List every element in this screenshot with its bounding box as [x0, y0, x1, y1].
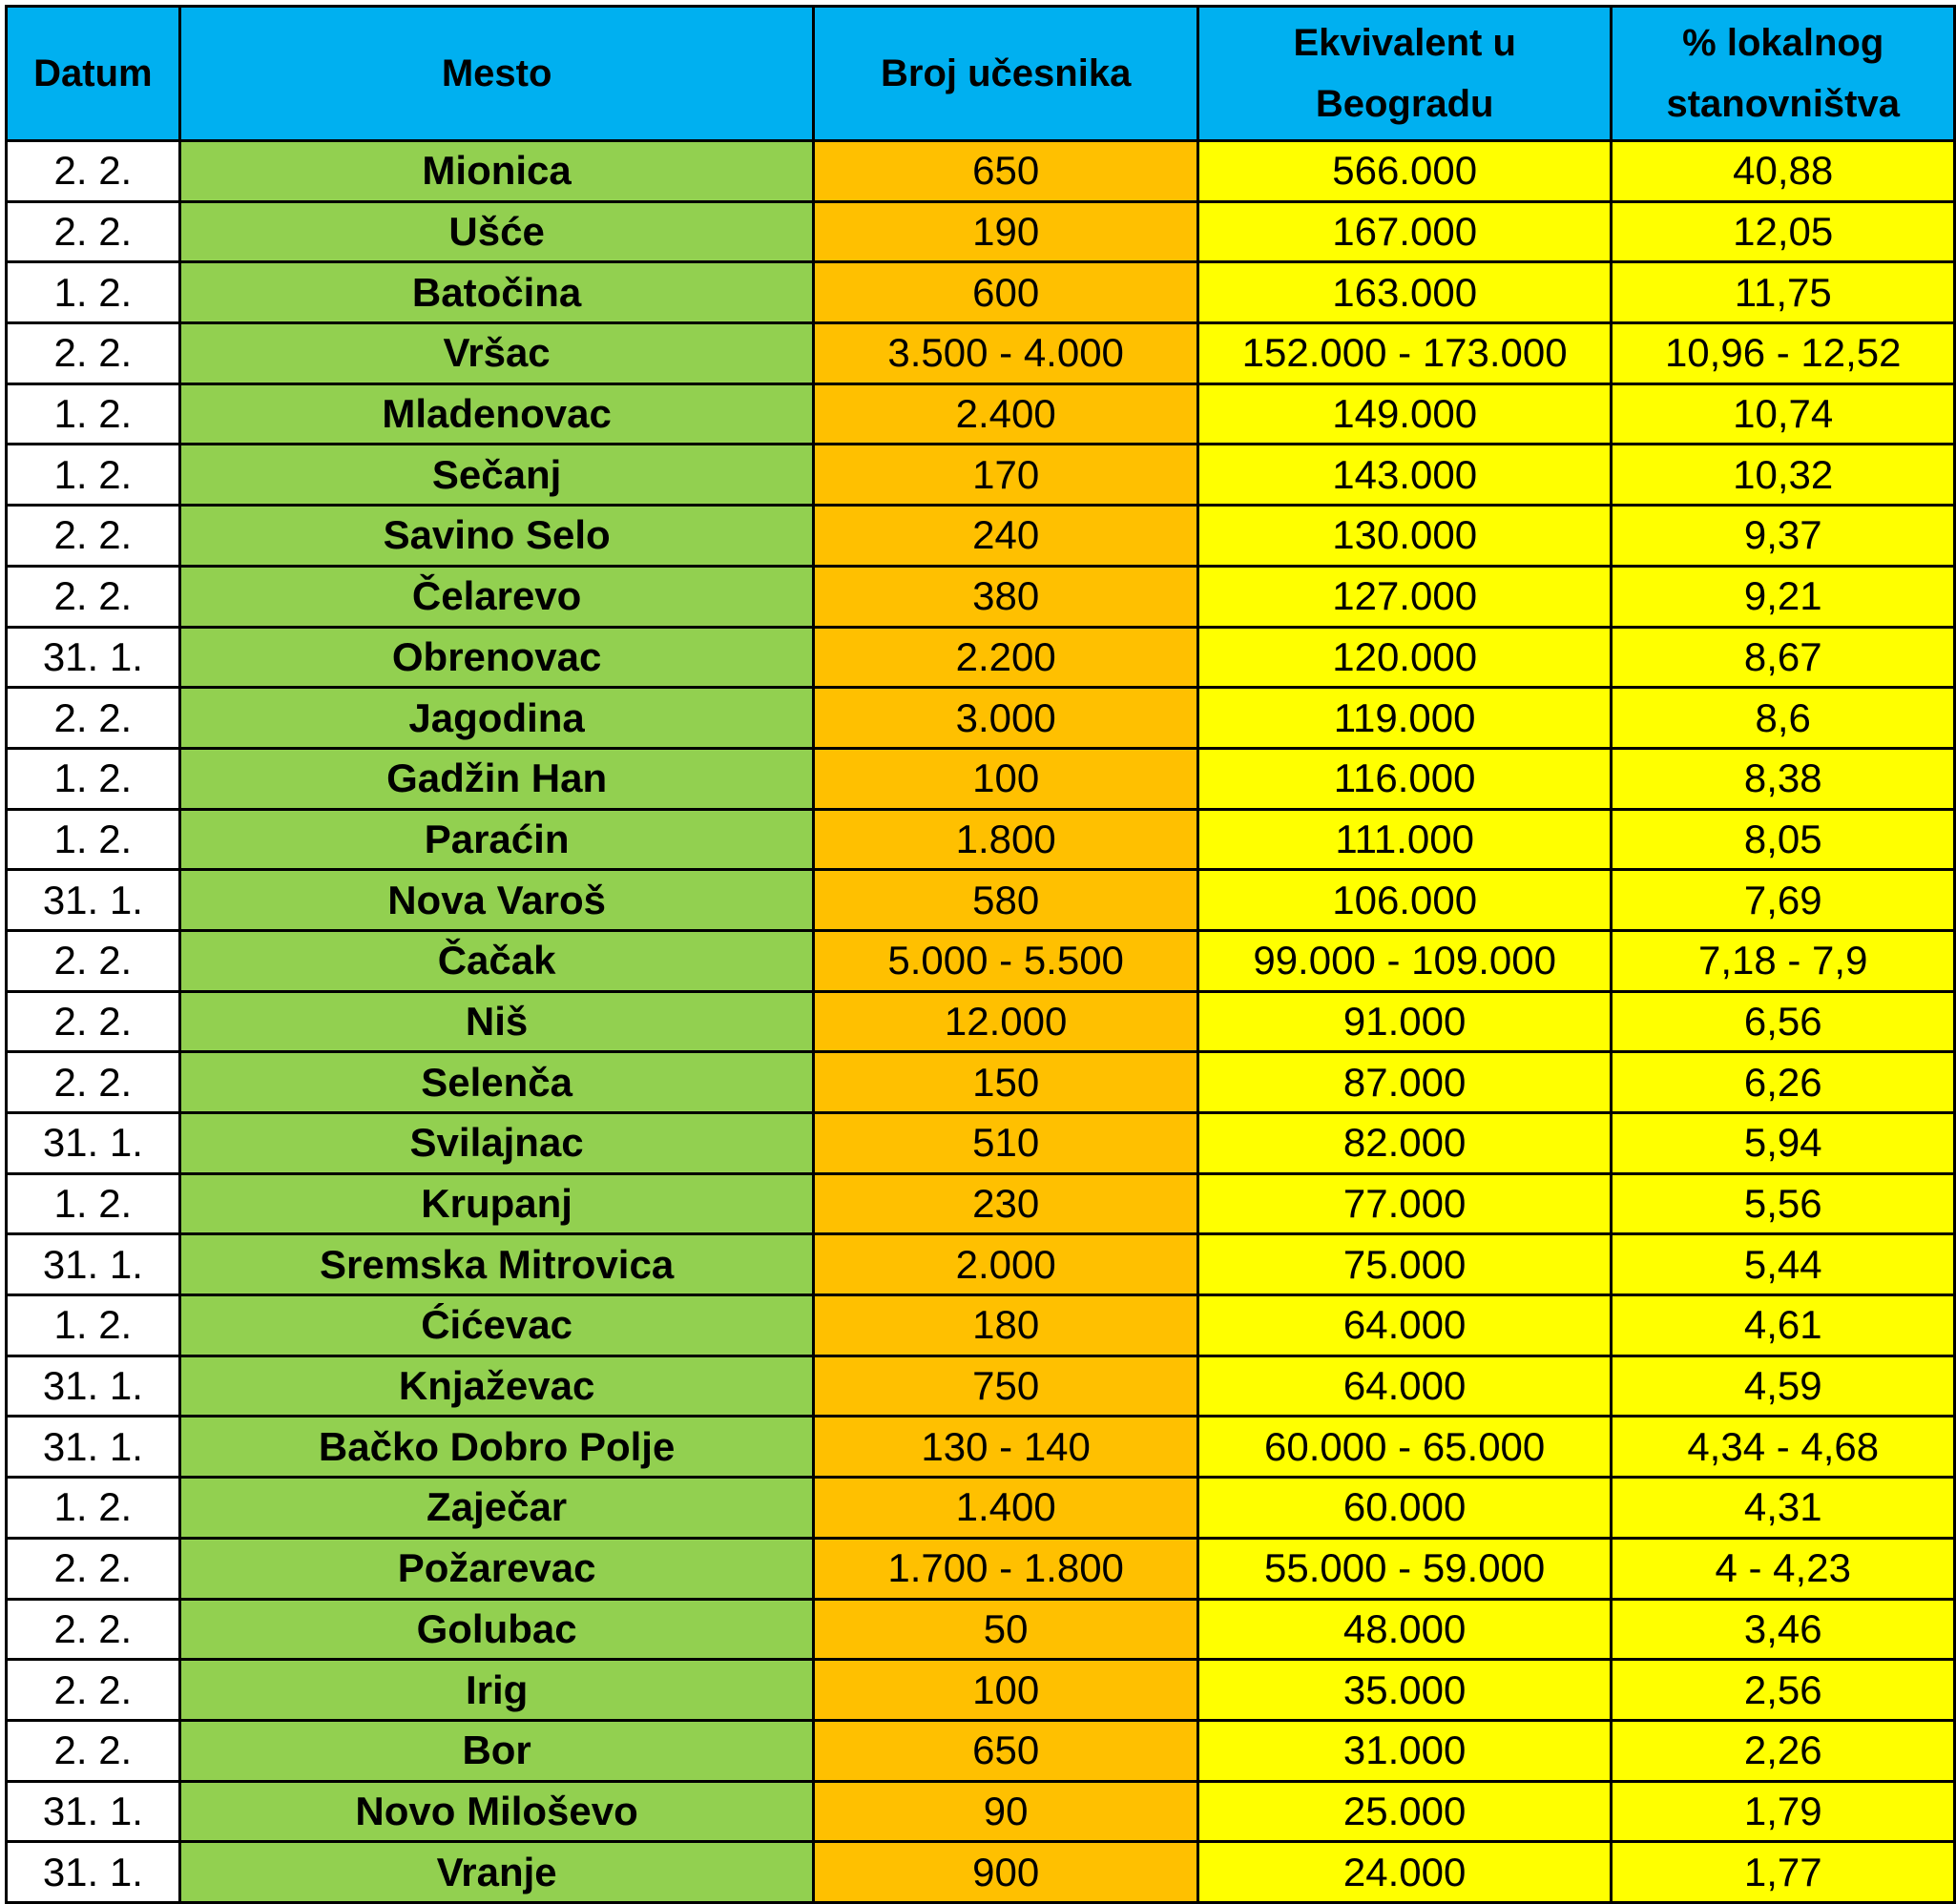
- procenat-cell: 4,34 - 4,68: [1612, 1417, 1955, 1478]
- table-row: [7, 1720, 1955, 1781]
- procenat-cell: 3,46: [1612, 1599, 1955, 1660]
- table-row: [7, 1478, 1955, 1539]
- datum-cell: 2. 2.: [7, 201, 180, 262]
- datum-cell: 31. 1.: [7, 627, 180, 688]
- mesto-cell: Vranje: [179, 1842, 814, 1903]
- table-row: [7, 1173, 1955, 1234]
- table-row: [7, 1538, 1955, 1599]
- broj-cell: 190: [814, 201, 1197, 262]
- table-body: [7, 141, 1955, 1903]
- procenat-cell: 12,05: [1612, 201, 1955, 262]
- broj-cell: 230: [814, 1173, 1197, 1234]
- broj-cell: 240: [814, 506, 1197, 567]
- datum-cell: 31. 1.: [7, 1417, 180, 1478]
- procenat-cell: 8,6: [1612, 688, 1955, 749]
- broj-cell: 750: [814, 1356, 1197, 1417]
- ekvivalent-cell: 64.000: [1197, 1356, 1612, 1417]
- table-row: [7, 1234, 1955, 1295]
- broj-cell: 2.200: [814, 627, 1197, 688]
- datum-cell: 1. 2.: [7, 383, 180, 445]
- header-procenat-line-1: % lokalnog: [1682, 22, 1884, 64]
- mesto-cell: Novo Miloševo: [179, 1781, 814, 1842]
- ekvivalent-cell: 566.000: [1197, 141, 1612, 202]
- ekvivalent-cell: 60.000 - 65.000: [1197, 1417, 1612, 1478]
- mesto-cell: Nova Varoš: [179, 870, 814, 931]
- ekvivalent-cell: 82.000: [1197, 1113, 1612, 1174]
- procenat-cell: 10,96 - 12,52: [1612, 323, 1955, 384]
- procenat-cell: 7,18 - 7,9: [1612, 930, 1955, 991]
- table-row: [7, 506, 1955, 567]
- ekvivalent-cell: 31.000: [1197, 1720, 1612, 1781]
- table-row: [7, 930, 1955, 991]
- mesto-cell: Ušće: [179, 201, 814, 262]
- broj-cell: 100: [814, 748, 1197, 809]
- mesto-cell: Zaječar: [179, 1478, 814, 1539]
- ekvivalent-cell: 127.000: [1197, 566, 1612, 627]
- table-row: [7, 991, 1955, 1052]
- datum-cell: 1. 2.: [7, 1295, 180, 1356]
- mesto-cell: Mladenovac: [179, 383, 814, 445]
- broj-cell: 150: [814, 1052, 1197, 1113]
- procenat-cell: 10,74: [1612, 383, 1955, 445]
- procenat-cell: 4,59: [1612, 1356, 1955, 1417]
- procenat-cell: 2,26: [1612, 1720, 1955, 1781]
- protest-table-container: [5, 5, 1956, 1904]
- mesto-cell: Bačko Dobro Polje: [179, 1417, 814, 1478]
- mesto-cell: Čačak: [179, 930, 814, 991]
- broj-cell: 12.000: [814, 991, 1197, 1052]
- table-row: [7, 1599, 1955, 1660]
- mesto-cell: Selenča: [179, 1052, 814, 1113]
- mesto-cell: Gadžin Han: [179, 748, 814, 809]
- broj-cell: 580: [814, 870, 1197, 931]
- table-row: [7, 1356, 1955, 1417]
- datum-cell: 31. 1.: [7, 1234, 180, 1295]
- datum-cell: 1. 2.: [7, 1173, 180, 1234]
- ekvivalent-cell: 99.000 - 109.000: [1197, 930, 1612, 991]
- table-row: [7, 627, 1955, 688]
- mesto-cell: Niš: [179, 991, 814, 1052]
- ekvivalent-cell: 24.000: [1197, 1842, 1612, 1903]
- datum-cell: 2. 2.: [7, 566, 180, 627]
- ekvivalent-cell: 106.000: [1197, 870, 1612, 931]
- header-datum: Datum: [7, 7, 180, 141]
- broj-cell: 5.000 - 5.500: [814, 930, 1197, 991]
- ekvivalent-cell: 60.000: [1197, 1478, 1612, 1539]
- table-row: [7, 383, 1955, 445]
- mesto-cell: Požarevac: [179, 1538, 814, 1599]
- datum-cell: 31. 1.: [7, 1356, 180, 1417]
- procenat-cell: 5,56: [1612, 1173, 1955, 1234]
- table-row: [7, 141, 1955, 202]
- procenat-cell: 8,05: [1612, 809, 1955, 870]
- header-procenat: [1612, 7, 1955, 141]
- broj-cell: 650: [814, 1720, 1197, 1781]
- table-row: [7, 1781, 1955, 1842]
- mesto-cell: Krupanj: [179, 1173, 814, 1234]
- header-broj: Broj učesnika: [814, 7, 1197, 141]
- mesto-cell: Golubac: [179, 1599, 814, 1660]
- datum-cell: 2. 2.: [7, 688, 180, 749]
- mesto-cell: Sečanj: [179, 445, 814, 506]
- mesto-cell: Vršac: [179, 323, 814, 384]
- mesto-cell: Knjaževac: [179, 1356, 814, 1417]
- ekvivalent-cell: 116.000: [1197, 748, 1612, 809]
- datum-cell: 31. 1.: [7, 1113, 180, 1174]
- broj-cell: 3.500 - 4.000: [814, 323, 1197, 384]
- broj-cell: 1.800: [814, 809, 1197, 870]
- procenat-cell: 1,79: [1612, 1781, 1955, 1842]
- table-row: [7, 870, 1955, 931]
- procenat-cell: 10,32: [1612, 445, 1955, 506]
- table-row: [7, 688, 1955, 749]
- table-row: [7, 1842, 1955, 1903]
- datum-cell: 1. 2.: [7, 748, 180, 809]
- mesto-cell: Svilajnac: [179, 1113, 814, 1174]
- mesto-cell: Jagodina: [179, 688, 814, 749]
- table-row: [7, 445, 1955, 506]
- datum-cell: 2. 2.: [7, 323, 180, 384]
- table-row: [7, 1295, 1955, 1356]
- mesto-cell: Batočina: [179, 262, 814, 323]
- datum-cell: 2. 2.: [7, 1538, 180, 1599]
- procenat-cell: 4,61: [1612, 1295, 1955, 1356]
- header-procenat-line-2: stanovništva: [1666, 83, 1900, 125]
- mesto-cell: Ćićevac: [179, 1295, 814, 1356]
- table-row: [7, 323, 1955, 384]
- ekvivalent-cell: 35.000: [1197, 1660, 1612, 1721]
- datum-cell: 2. 2.: [7, 1720, 180, 1781]
- ekvivalent-cell: 167.000: [1197, 201, 1612, 262]
- procenat-cell: 9,21: [1612, 566, 1955, 627]
- procenat-cell: 7,69: [1612, 870, 1955, 931]
- procenat-cell: 5,44: [1612, 1234, 1955, 1295]
- procenat-cell: 8,38: [1612, 748, 1955, 809]
- header-ekvivalent: [1197, 7, 1612, 141]
- ekvivalent-cell: 111.000: [1197, 809, 1612, 870]
- broj-cell: 2.400: [814, 383, 1197, 445]
- ekvivalent-cell: 48.000: [1197, 1599, 1612, 1660]
- header-ekvivalent-line-2: Beogradu: [1315, 83, 1494, 125]
- datum-cell: 2. 2.: [7, 1599, 180, 1660]
- ekvivalent-cell: 119.000: [1197, 688, 1612, 749]
- table-row: [7, 748, 1955, 809]
- table-row: [7, 201, 1955, 262]
- broj-cell: 100: [814, 1660, 1197, 1721]
- datum-cell: 2. 2.: [7, 930, 180, 991]
- mesto-cell: Čelarevo: [179, 566, 814, 627]
- procenat-cell: 5,94: [1612, 1113, 1955, 1174]
- broj-cell: 510: [814, 1113, 1197, 1174]
- ekvivalent-cell: 77.000: [1197, 1173, 1612, 1234]
- table-row: [7, 1660, 1955, 1721]
- procenat-cell: 40,88: [1612, 141, 1955, 202]
- table-row: [7, 1417, 1955, 1478]
- ekvivalent-cell: 64.000: [1197, 1295, 1612, 1356]
- datum-cell: 2. 2.: [7, 991, 180, 1052]
- header-ekvivalent-line-1: Ekvivalent u: [1293, 22, 1516, 64]
- mesto-cell: Mionica: [179, 141, 814, 202]
- mesto-cell: Sremska Mitrovica: [179, 1234, 814, 1295]
- broj-cell: 1.400: [814, 1478, 1197, 1539]
- table-row: [7, 809, 1955, 870]
- table-row: [7, 1113, 1955, 1174]
- datum-cell: 31. 1.: [7, 1842, 180, 1903]
- ekvivalent-cell: 25.000: [1197, 1781, 1612, 1842]
- header-mesto: Mesto: [179, 7, 814, 141]
- ekvivalent-cell: 55.000 - 59.000: [1197, 1538, 1612, 1599]
- mesto-cell: Bor: [179, 1720, 814, 1781]
- procenat-cell: 9,37: [1612, 506, 1955, 567]
- datum-cell: 31. 1.: [7, 1781, 180, 1842]
- header-row: [7, 7, 1955, 141]
- ekvivalent-cell: 152.000 - 173.000: [1197, 323, 1612, 384]
- datum-cell: 31. 1.: [7, 870, 180, 931]
- ekvivalent-cell: 143.000: [1197, 445, 1612, 506]
- table-row: [7, 1052, 1955, 1113]
- procenat-cell: 11,75: [1612, 262, 1955, 323]
- table-row: [7, 566, 1955, 627]
- datum-cell: 2. 2.: [7, 1660, 180, 1721]
- mesto-cell: Savino Selo: [179, 506, 814, 567]
- ekvivalent-cell: 75.000: [1197, 1234, 1612, 1295]
- procenat-cell: 4,31: [1612, 1478, 1955, 1539]
- procenat-cell: 2,56: [1612, 1660, 1955, 1721]
- ekvivalent-cell: 120.000: [1197, 627, 1612, 688]
- datum-cell: 1. 2.: [7, 809, 180, 870]
- mesto-cell: Obrenovac: [179, 627, 814, 688]
- datum-cell: 1. 2.: [7, 1478, 180, 1539]
- ekvivalent-cell: 91.000: [1197, 991, 1612, 1052]
- broj-cell: 50: [814, 1599, 1197, 1660]
- broj-cell: 600: [814, 262, 1197, 323]
- broj-cell: 650: [814, 141, 1197, 202]
- procenat-cell: 1,77: [1612, 1842, 1955, 1903]
- datum-cell: 2. 2.: [7, 1052, 180, 1113]
- broj-cell: 170: [814, 445, 1197, 506]
- broj-cell: 90: [814, 1781, 1197, 1842]
- datum-cell: 2. 2.: [7, 141, 180, 202]
- broj-cell: 1.700 - 1.800: [814, 1538, 1197, 1599]
- datum-cell: 1. 2.: [7, 262, 180, 323]
- broj-cell: 130 - 140: [814, 1417, 1197, 1478]
- datum-cell: 2. 2.: [7, 506, 180, 567]
- broj-cell: 3.000: [814, 688, 1197, 749]
- ekvivalent-cell: 149.000: [1197, 383, 1612, 445]
- procenat-cell: 8,67: [1612, 627, 1955, 688]
- ekvivalent-cell: 163.000: [1197, 262, 1612, 323]
- mesto-cell: Irig: [179, 1660, 814, 1721]
- broj-cell: 380: [814, 566, 1197, 627]
- broj-cell: 180: [814, 1295, 1197, 1356]
- table-header: [7, 7, 1955, 141]
- mesto-cell: Paraćin: [179, 809, 814, 870]
- datum-cell: 1. 2.: [7, 445, 180, 506]
- procenat-cell: 6,56: [1612, 991, 1955, 1052]
- procenat-cell: 6,26: [1612, 1052, 1955, 1113]
- table-row: [7, 262, 1955, 323]
- procenat-cell: 4 - 4,23: [1612, 1538, 1955, 1599]
- protest-table: [5, 5, 1956, 1904]
- broj-cell: 900: [814, 1842, 1197, 1903]
- ekvivalent-cell: 87.000: [1197, 1052, 1612, 1113]
- ekvivalent-cell: 130.000: [1197, 506, 1612, 567]
- broj-cell: 2.000: [814, 1234, 1197, 1295]
